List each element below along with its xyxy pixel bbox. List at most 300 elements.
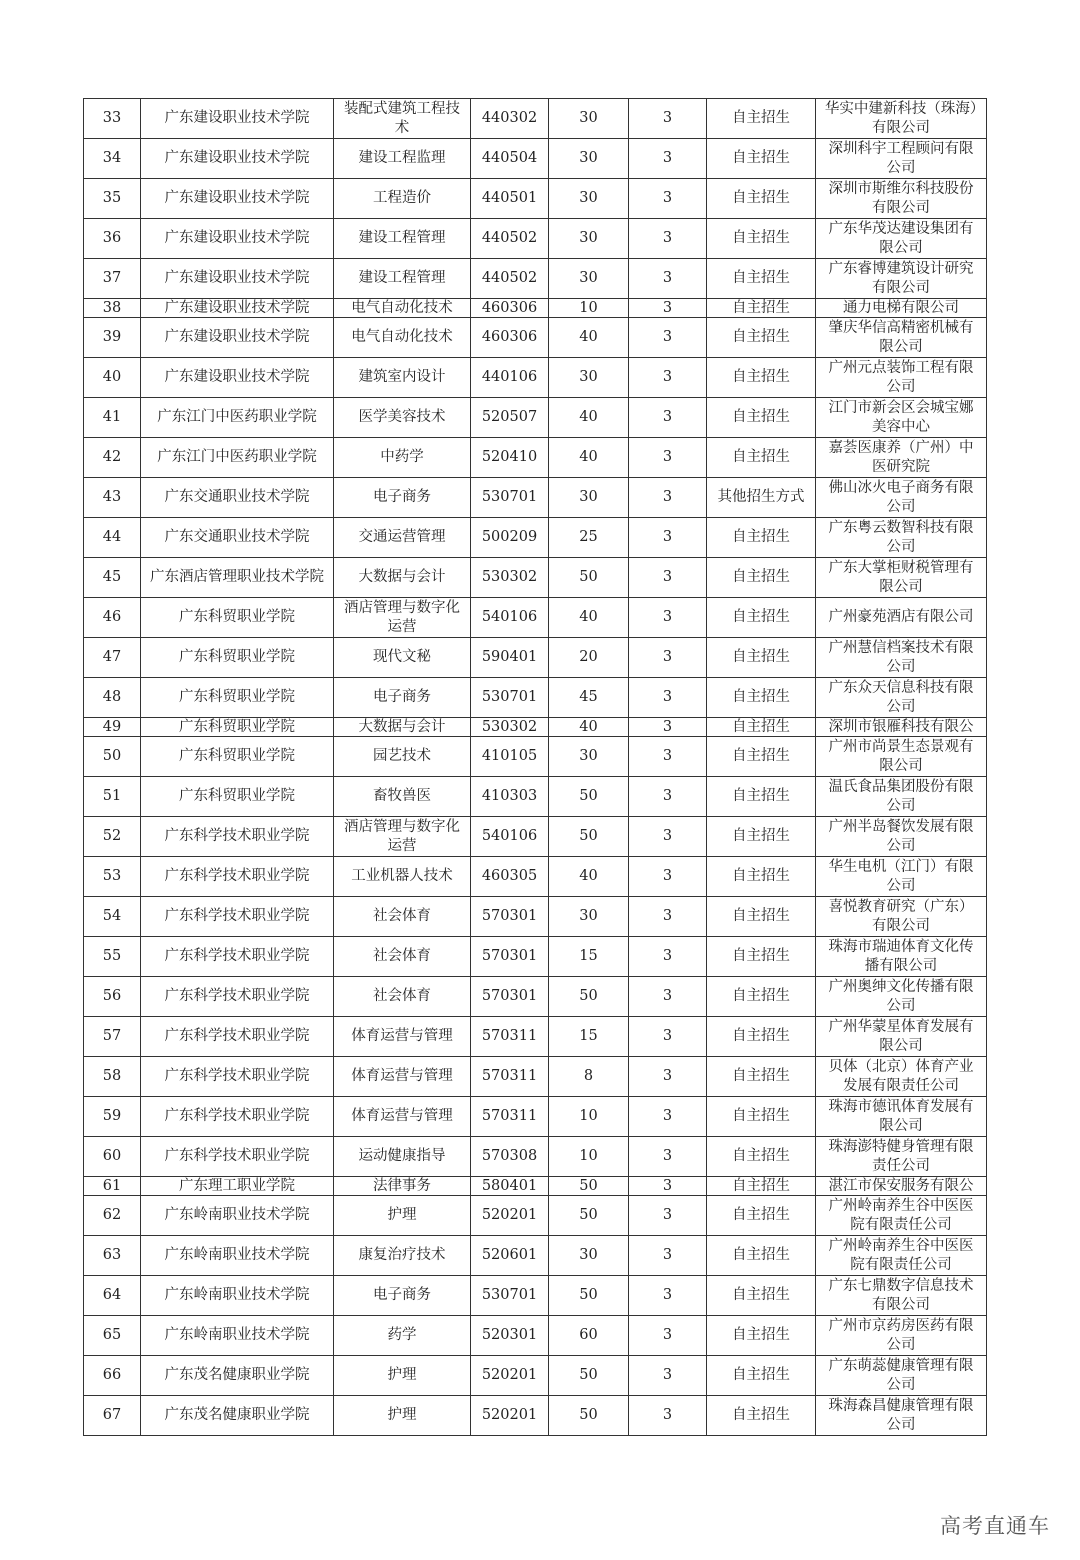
major-code-cell: 440302 — [471, 99, 549, 139]
row-number-cell: 45 — [84, 558, 141, 598]
school-name-cell: 广东茂名健康职业学院 — [141, 1356, 334, 1396]
row-number-cell: 34 — [84, 139, 141, 179]
enrollment-count-cell: 45 — [549, 678, 629, 718]
row-number-cell: 67 — [84, 1396, 141, 1436]
table-row — [84, 598, 987, 638]
enrollment-method-cell: 自主招生 — [707, 438, 816, 478]
school-name-cell: 广东理工职业学院 — [141, 1177, 334, 1196]
duration-years-cell: 3 — [629, 139, 707, 179]
major-code-cell: 410105 — [471, 737, 549, 777]
major-name-cell: 大数据与会计 — [334, 558, 471, 598]
company-name-cell: 珠海市瑞迪体育文化传播有限公司 — [816, 937, 987, 977]
major-name-cell: 法律事务 — [334, 1177, 471, 1196]
enrollment-count-cell: 50 — [549, 977, 629, 1017]
company-name-cell: 广州市尚景生态景观有限公司 — [816, 737, 987, 777]
row-number-cell: 61 — [84, 1177, 141, 1196]
duration-years-cell: 3 — [629, 1236, 707, 1276]
duration-years-cell: 3 — [629, 1276, 707, 1316]
school-name-cell: 广东建设职业技术学院 — [141, 259, 334, 299]
enrollment-count-cell: 15 — [549, 937, 629, 977]
enrollment-count-cell: 30 — [549, 358, 629, 398]
major-name-cell: 建筑室内设计 — [334, 358, 471, 398]
company-name-cell: 贝体（北京）体育产业发展有限责任公司 — [816, 1057, 987, 1097]
table-row — [84, 99, 987, 139]
major-code-cell: 570301 — [471, 897, 549, 937]
table-row — [84, 1236, 987, 1276]
school-name-cell: 广东科学技术职业学院 — [141, 857, 334, 897]
major-code-cell: 570311 — [471, 1017, 549, 1057]
school-name-cell: 广东科贸职业学院 — [141, 638, 334, 678]
row-number-cell: 43 — [84, 478, 141, 518]
major-name-cell: 园艺技术 — [334, 737, 471, 777]
enrollment-count-cell: 40 — [549, 598, 629, 638]
major-code-cell: 540106 — [471, 817, 549, 857]
major-code-cell: 460306 — [471, 318, 549, 358]
major-code-cell: 570301 — [471, 977, 549, 1017]
enrollment-count-cell: 50 — [549, 1396, 629, 1436]
major-name-cell: 电子商务 — [334, 678, 471, 718]
major-code-cell: 520201 — [471, 1396, 549, 1436]
table-row — [84, 937, 987, 977]
company-name-cell: 湛江市保安服务有限公 — [816, 1177, 987, 1196]
school-name-cell: 广东建设职业技术学院 — [141, 179, 334, 219]
enrollment-method-cell: 自主招生 — [707, 179, 816, 219]
enrollment-method-cell: 自主招生 — [707, 1097, 816, 1137]
duration-years-cell: 3 — [629, 897, 707, 937]
row-number-cell: 47 — [84, 638, 141, 678]
duration-years-cell: 3 — [629, 1316, 707, 1356]
enrollment-method-cell: 自主招生 — [707, 678, 816, 718]
company-name-cell: 珠海森昌健康管理有限公司 — [816, 1396, 987, 1436]
row-number-cell: 40 — [84, 358, 141, 398]
duration-years-cell: 3 — [629, 718, 707, 737]
enrollment-method-cell: 自主招生 — [707, 737, 816, 777]
enrollment-method-cell: 自主招生 — [707, 937, 816, 977]
company-name-cell: 佛山冰火电子商务有限公司 — [816, 478, 987, 518]
major-name-cell: 护理 — [334, 1196, 471, 1236]
table-row — [84, 518, 987, 558]
company-name-cell: 温氏食品集团股份有限公司 — [816, 777, 987, 817]
table-row — [84, 1097, 987, 1137]
school-name-cell: 广东科学技术职业学院 — [141, 1137, 334, 1177]
enrollment-count-cell: 30 — [549, 737, 629, 777]
major-code-cell: 530701 — [471, 1276, 549, 1316]
watermark: 高考直通车 — [940, 1514, 1050, 1538]
major-code-cell: 570301 — [471, 937, 549, 977]
table-row — [84, 299, 987, 318]
major-code-cell: 410303 — [471, 777, 549, 817]
row-number-cell: 44 — [84, 518, 141, 558]
major-name-cell: 电子商务 — [334, 1276, 471, 1316]
school-name-cell: 广东岭南职业技术学院 — [141, 1276, 334, 1316]
enrollment-method-cell: 自主招生 — [707, 1177, 816, 1196]
table-row — [84, 897, 987, 937]
table-row — [84, 718, 987, 737]
enrollment-method-cell: 自主招生 — [707, 1316, 816, 1356]
row-number-cell: 63 — [84, 1236, 141, 1276]
enrollment-method-cell: 自主招生 — [707, 1137, 816, 1177]
major-code-cell: 520201 — [471, 1356, 549, 1396]
company-name-cell: 深圳科宇工程顾问有限公司 — [816, 139, 987, 179]
enrollment-count-cell: 50 — [549, 1196, 629, 1236]
enrollment-count-cell: 10 — [549, 1097, 629, 1137]
enrollment-count-cell: 40 — [549, 318, 629, 358]
school-name-cell: 广东茂名健康职业学院 — [141, 1396, 334, 1436]
company-name-cell: 广州慧信档案技术有限公司 — [816, 638, 987, 678]
major-name-cell: 大数据与会计 — [334, 718, 471, 737]
enrollment-count-cell: 10 — [549, 1137, 629, 1177]
enrollment-method-cell: 自主招生 — [707, 558, 816, 598]
enrollment-count-cell: 20 — [549, 638, 629, 678]
enrollment-method-cell: 自主招生 — [707, 1196, 816, 1236]
duration-years-cell: 3 — [629, 438, 707, 478]
table-row — [84, 678, 987, 718]
row-number-cell: 60 — [84, 1137, 141, 1177]
row-number-cell: 36 — [84, 219, 141, 259]
enrollment-table — [83, 98, 987, 1436]
major-name-cell: 建设工程管理 — [334, 259, 471, 299]
enrollment-method-cell: 自主招生 — [707, 1396, 816, 1436]
table-row — [84, 638, 987, 678]
duration-years-cell: 3 — [629, 977, 707, 1017]
enrollment-method-cell: 自主招生 — [707, 857, 816, 897]
row-number-cell: 39 — [84, 318, 141, 358]
major-name-cell: 护理 — [334, 1396, 471, 1436]
major-name-cell: 装配式建筑工程技术 — [334, 99, 471, 139]
major-code-cell: 530302 — [471, 558, 549, 598]
school-name-cell: 广东建设职业技术学院 — [141, 318, 334, 358]
enrollment-method-cell: 自主招生 — [707, 897, 816, 937]
school-name-cell: 广东交通职业技术学院 — [141, 518, 334, 558]
enrollment-count-cell: 50 — [549, 1356, 629, 1396]
duration-years-cell: 3 — [629, 1137, 707, 1177]
enrollment-count-cell: 30 — [549, 259, 629, 299]
enrollment-method-cell: 自主招生 — [707, 139, 816, 179]
duration-years-cell: 3 — [629, 937, 707, 977]
enrollment-method-cell: 自主招生 — [707, 638, 816, 678]
major-name-cell: 工程造价 — [334, 179, 471, 219]
table-body — [84, 99, 987, 1436]
table-row — [84, 398, 987, 438]
school-name-cell: 广东科贸职业学院 — [141, 678, 334, 718]
major-name-cell: 建设工程管理 — [334, 219, 471, 259]
school-name-cell: 广东科贸职业学院 — [141, 777, 334, 817]
enrollment-count-cell: 40 — [549, 398, 629, 438]
major-name-cell: 护理 — [334, 1356, 471, 1396]
enrollment-method-cell: 自主招生 — [707, 219, 816, 259]
major-code-cell: 460306 — [471, 299, 549, 318]
enrollment-count-cell: 50 — [549, 817, 629, 857]
enrollment-count-cell: 50 — [549, 777, 629, 817]
school-name-cell: 广东建设职业技术学院 — [141, 358, 334, 398]
row-number-cell: 33 — [84, 99, 141, 139]
major-name-cell: 药学 — [334, 1316, 471, 1356]
major-name-cell: 电子商务 — [334, 478, 471, 518]
major-name-cell: 电气自动化技术 — [334, 318, 471, 358]
major-name-cell: 医学美容技术 — [334, 398, 471, 438]
table-row — [84, 1196, 987, 1236]
duration-years-cell: 3 — [629, 219, 707, 259]
table-row — [84, 318, 987, 358]
enrollment-count-cell: 8 — [549, 1057, 629, 1097]
company-name-cell: 喜悦教育研究（广东）有限公司 — [816, 897, 987, 937]
school-name-cell: 广东江门中医药职业学院 — [141, 398, 334, 438]
school-name-cell: 广东科学技术职业学院 — [141, 897, 334, 937]
duration-years-cell: 3 — [629, 638, 707, 678]
enrollment-count-cell: 25 — [549, 518, 629, 558]
row-number-cell: 37 — [84, 259, 141, 299]
enrollment-method-cell: 自主招生 — [707, 977, 816, 1017]
school-name-cell: 广东科学技术职业学院 — [141, 1017, 334, 1057]
enrollment-count-cell: 30 — [549, 139, 629, 179]
company-name-cell: 广州华蒙星体育发展有限公司 — [816, 1017, 987, 1057]
enrollment-count-cell: 50 — [549, 1276, 629, 1316]
duration-years-cell: 3 — [629, 318, 707, 358]
duration-years-cell: 3 — [629, 358, 707, 398]
school-name-cell: 广东科学技术职业学院 — [141, 937, 334, 977]
row-number-cell: 54 — [84, 897, 141, 937]
enrollment-count-cell: 15 — [549, 1017, 629, 1057]
enrollment-count-cell: 50 — [549, 1177, 629, 1196]
school-name-cell: 广东科学技术职业学院 — [141, 1097, 334, 1137]
row-number-cell: 53 — [84, 857, 141, 897]
table-row — [84, 1137, 987, 1177]
school-name-cell: 广东岭南职业技术学院 — [141, 1196, 334, 1236]
enrollment-count-cell: 50 — [549, 558, 629, 598]
major-code-cell: 570311 — [471, 1097, 549, 1137]
school-name-cell: 广东科贸职业学院 — [141, 598, 334, 638]
major-code-cell: 570308 — [471, 1137, 549, 1177]
major-code-cell: 460305 — [471, 857, 549, 897]
major-code-cell: 440502 — [471, 219, 549, 259]
company-name-cell: 广东华茂达建设集团有限公司 — [816, 219, 987, 259]
school-name-cell: 广东建设职业技术学院 — [141, 99, 334, 139]
row-number-cell: 42 — [84, 438, 141, 478]
major-code-cell: 520601 — [471, 1236, 549, 1276]
company-name-cell: 广东萌蕊健康管理有限公司 — [816, 1356, 987, 1396]
major-name-cell: 现代文秘 — [334, 638, 471, 678]
table-row — [84, 358, 987, 398]
company-name-cell: 广东睿博建筑设计研究有限公司 — [816, 259, 987, 299]
enrollment-count-cell: 40 — [549, 857, 629, 897]
major-code-cell: 530701 — [471, 678, 549, 718]
duration-years-cell: 3 — [629, 1196, 707, 1236]
enrollment-method-cell: 自主招生 — [707, 259, 816, 299]
school-name-cell: 广东科学技术职业学院 — [141, 977, 334, 1017]
major-code-cell: 440502 — [471, 259, 549, 299]
duration-years-cell: 3 — [629, 678, 707, 718]
major-code-cell: 520410 — [471, 438, 549, 478]
company-name-cell: 广东粤云数智科技有限公司 — [816, 518, 987, 558]
major-code-cell: 530302 — [471, 718, 549, 737]
table-row — [84, 478, 987, 518]
enrollment-method-cell: 自主招生 — [707, 99, 816, 139]
company-name-cell: 广州奥绅文化传播有限公司 — [816, 977, 987, 1017]
major-code-cell: 520301 — [471, 1316, 549, 1356]
company-name-cell: 珠海澎特健身管理有限责任公司 — [816, 1137, 987, 1177]
major-name-cell: 社会体育 — [334, 977, 471, 1017]
school-name-cell: 广东岭南职业技术学院 — [141, 1316, 334, 1356]
company-name-cell: 广州豪苑酒店有限公司 — [816, 598, 987, 638]
enrollment-count-cell: 30 — [549, 1236, 629, 1276]
row-number-cell: 38 — [84, 299, 141, 318]
duration-years-cell: 3 — [629, 1356, 707, 1396]
table-row — [84, 857, 987, 897]
row-number-cell: 55 — [84, 937, 141, 977]
table-row — [84, 737, 987, 777]
enrollment-count-cell: 30 — [549, 478, 629, 518]
company-name-cell: 广州半岛餐饮发展有限公司 — [816, 817, 987, 857]
company-name-cell: 华实中建新科技（珠海）有限公司 — [816, 99, 987, 139]
enrollment-method-cell: 自主招生 — [707, 1057, 816, 1097]
duration-years-cell: 3 — [629, 737, 707, 777]
school-name-cell: 广东建设职业技术学院 — [141, 139, 334, 179]
company-name-cell: 深圳市银雁科技有限公 — [816, 718, 987, 737]
major-name-cell: 中药学 — [334, 438, 471, 478]
enrollment-count-cell: 30 — [549, 219, 629, 259]
duration-years-cell: 3 — [629, 179, 707, 219]
row-number-cell: 59 — [84, 1097, 141, 1137]
row-number-cell: 35 — [84, 179, 141, 219]
enrollment-count-cell: 10 — [549, 299, 629, 318]
table-row — [84, 1057, 987, 1097]
company-name-cell: 广州市京药房医药有限公司 — [816, 1316, 987, 1356]
row-number-cell: 49 — [84, 718, 141, 737]
major-code-cell: 530701 — [471, 478, 549, 518]
major-name-cell: 畜牧兽医 — [334, 777, 471, 817]
enrollment-method-cell: 自主招生 — [707, 1356, 816, 1396]
school-name-cell: 广东建设职业技术学院 — [141, 219, 334, 259]
company-name-cell: 广东众天信息科技有限公司 — [816, 678, 987, 718]
duration-years-cell: 3 — [629, 1097, 707, 1137]
major-name-cell: 交通运营管理 — [334, 518, 471, 558]
major-code-cell: 570311 — [471, 1057, 549, 1097]
duration-years-cell: 3 — [629, 299, 707, 318]
major-name-cell: 体育运营与管理 — [334, 1057, 471, 1097]
table-row — [84, 438, 987, 478]
table-row — [84, 179, 987, 219]
row-number-cell: 41 — [84, 398, 141, 438]
enrollment-method-cell: 自主招生 — [707, 299, 816, 318]
table-row — [84, 1017, 987, 1057]
row-number-cell: 52 — [84, 817, 141, 857]
major-name-cell: 运动健康指导 — [334, 1137, 471, 1177]
company-name-cell: 通力电梯有限公司 — [816, 299, 987, 318]
school-name-cell: 广东交通职业技术学院 — [141, 478, 334, 518]
table-row — [84, 777, 987, 817]
duration-years-cell: 3 — [629, 1017, 707, 1057]
major-name-cell: 电气自动化技术 — [334, 299, 471, 318]
enrollment-count-cell: 40 — [549, 438, 629, 478]
table-row — [84, 558, 987, 598]
duration-years-cell: 3 — [629, 398, 707, 438]
major-name-cell: 体育运营与管理 — [334, 1017, 471, 1057]
enrollment-method-cell: 自主招生 — [707, 1236, 816, 1276]
company-name-cell: 广东大掌柜财税管理有限公司 — [816, 558, 987, 598]
row-number-cell: 64 — [84, 1276, 141, 1316]
enrollment-count-cell: 30 — [549, 99, 629, 139]
company-name-cell: 广州岭南养生谷中医医院有限责任公司 — [816, 1236, 987, 1276]
row-number-cell: 62 — [84, 1196, 141, 1236]
table-row — [84, 977, 987, 1017]
enrollment-method-cell: 自主招生 — [707, 718, 816, 737]
row-number-cell: 56 — [84, 977, 141, 1017]
enrollment-method-cell: 自主招生 — [707, 398, 816, 438]
major-code-cell: 440106 — [471, 358, 549, 398]
duration-years-cell: 3 — [629, 478, 707, 518]
major-code-cell: 520507 — [471, 398, 549, 438]
school-name-cell: 广东科学技术职业学院 — [141, 817, 334, 857]
enrollment-count-cell: 40 — [549, 718, 629, 737]
enrollment-method-cell: 自主招生 — [707, 1276, 816, 1316]
major-code-cell: 580401 — [471, 1177, 549, 1196]
school-name-cell: 广东科学技术职业学院 — [141, 1057, 334, 1097]
school-name-cell: 广东酒店管理职业技术学院 — [141, 558, 334, 598]
duration-years-cell: 3 — [629, 1057, 707, 1097]
major-code-cell: 540106 — [471, 598, 549, 638]
company-name-cell: 广州元点装饰工程有限公司 — [816, 358, 987, 398]
enrollment-count-cell: 30 — [549, 897, 629, 937]
table-row — [84, 1177, 987, 1196]
school-name-cell: 广东江门中医药职业学院 — [141, 438, 334, 478]
table-row — [84, 1396, 987, 1436]
enrollment-method-cell: 自主招生 — [707, 318, 816, 358]
duration-years-cell: 3 — [629, 518, 707, 558]
company-name-cell: 肇庆华信高精密机械有限公司 — [816, 318, 987, 358]
major-name-cell: 社会体育 — [334, 937, 471, 977]
enrollment-method-cell: 自主招生 — [707, 518, 816, 558]
table-row — [84, 139, 987, 179]
duration-years-cell: 3 — [629, 857, 707, 897]
duration-years-cell: 3 — [629, 259, 707, 299]
company-name-cell: 江门市新会区会城宝娜美容中心 — [816, 398, 987, 438]
table-row — [84, 1316, 987, 1356]
company-name-cell: 深圳市斯维尔科技股份有限公司 — [816, 179, 987, 219]
company-name-cell: 广州岭南养生谷中医医院有限责任公司 — [816, 1196, 987, 1236]
school-name-cell: 广东建设职业技术学院 — [141, 299, 334, 318]
row-number-cell: 46 — [84, 598, 141, 638]
major-name-cell: 社会体育 — [334, 897, 471, 937]
table-row — [84, 817, 987, 857]
company-name-cell: 华生电机（江门）有限公司 — [816, 857, 987, 897]
duration-years-cell: 3 — [629, 817, 707, 857]
duration-years-cell: 3 — [629, 99, 707, 139]
duration-years-cell: 3 — [629, 1396, 707, 1436]
duration-years-cell: 3 — [629, 777, 707, 817]
table-row — [84, 219, 987, 259]
row-number-cell: 48 — [84, 678, 141, 718]
row-number-cell: 66 — [84, 1356, 141, 1396]
table-row — [84, 259, 987, 299]
table-row — [84, 1356, 987, 1396]
major-code-cell: 520201 — [471, 1196, 549, 1236]
major-name-cell: 酒店管理与数字化运营 — [334, 817, 471, 857]
duration-years-cell: 3 — [629, 1177, 707, 1196]
enrollment-method-cell: 其他招生方式 — [707, 478, 816, 518]
school-name-cell: 广东科贸职业学院 — [141, 718, 334, 737]
school-name-cell: 广东岭南职业技术学院 — [141, 1236, 334, 1276]
duration-years-cell: 3 — [629, 598, 707, 638]
enrollment-method-cell: 自主招生 — [707, 358, 816, 398]
company-name-cell: 嘉荟医康养（广州）中医研究院 — [816, 438, 987, 478]
row-number-cell: 50 — [84, 737, 141, 777]
company-name-cell: 广东七鼎数字信息技术有限公司 — [816, 1276, 987, 1316]
enrollment-count-cell: 30 — [549, 179, 629, 219]
major-name-cell: 酒店管理与数字化运营 — [334, 598, 471, 638]
major-name-cell: 工业机器人技术 — [334, 857, 471, 897]
row-number-cell: 57 — [84, 1017, 141, 1057]
school-name-cell: 广东科贸职业学院 — [141, 737, 334, 777]
